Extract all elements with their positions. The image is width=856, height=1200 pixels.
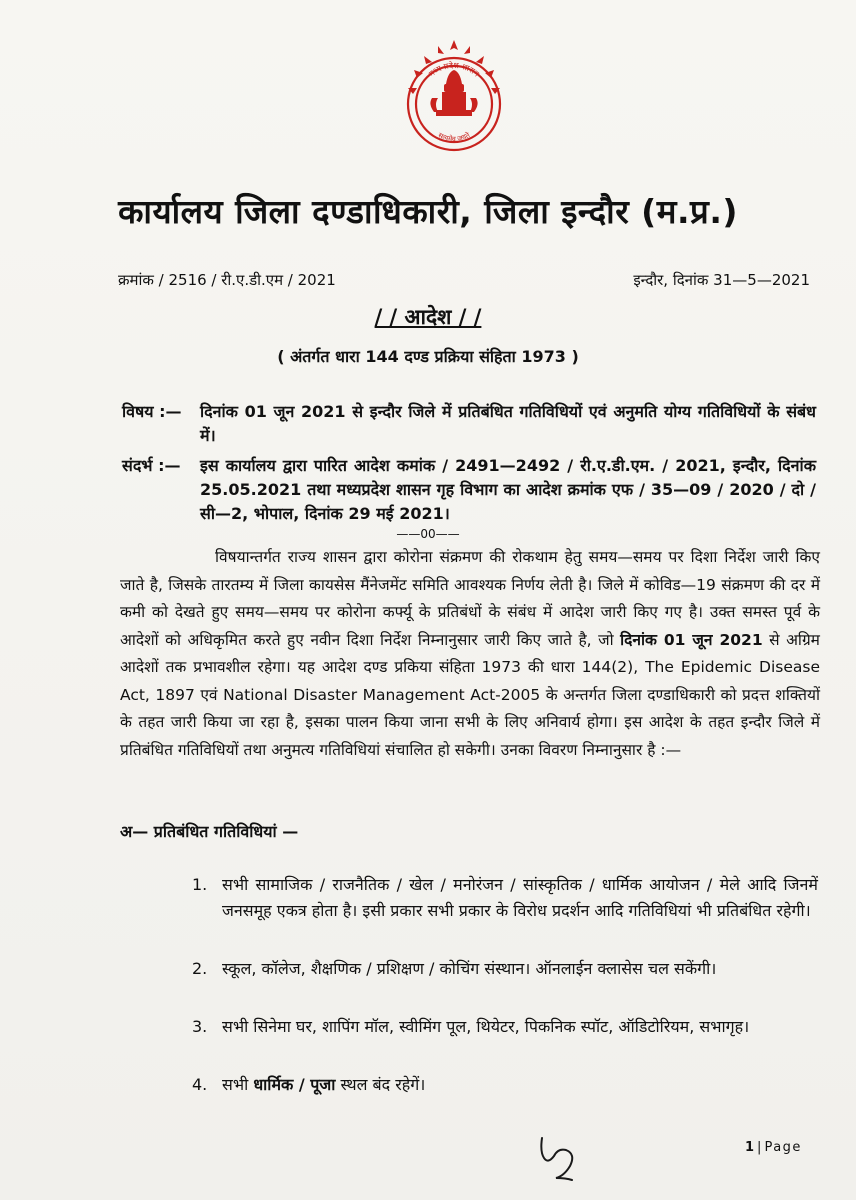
list-item-number: 3.: [192, 1017, 208, 1036]
reference-text: इस कार्यालय द्वारा पारित आदेश कमांक / 2491—2492 / री.ए.डी.एम. / 2021, इन्दौर, दिनांक 25.05.2021 तथा मध्यप्रदेश शासन गृह विभाग का आदेश क्रमांक एफ / 35—09 / 2020 / दो / सी—2, भोपाल, दिनांक 29 मई 2021।: [200, 456, 816, 523]
body-text-part-2: से अग्रिम आदेशों तक प्रभावशील रहेगा। यह आदेश दण्ड प्रकिया संहिता 1973 की धारा 144(2), The Epidemic Disease Act, 1897 एवं National Disaster Management Act-2005 के अन्तर्गत जिला दण्डाधिकारी को प्रदत्त शक्तियों के तहत जारी किया जा रहा है, इसका पालन किया जाना सभी के लिए अनिवार्य होगा। इस आदेश के तहत इन्दौर जिले में प्रतिबंधित गतिविधियों तथा अनुमत्य गतिविधियां संचालित हो सकेगी। उनका विवरण निम्नानुसार है :—: [120, 630, 820, 759]
section-divider: ——00——: [396, 527, 460, 541]
list-item-text: सभी सामाजिक / राजनैतिक / खेल / मनोरंजन / सांस्कृतिक / धार्मिक आयोजन / मेले आदि जिनमें जनसमूह एकत्र होता है। इसी प्रकार सभी प्रकार के विरोध प्रदर्शन आदि गतिविधियां भी प्रतिबंधित रहेगी।: [222, 875, 818, 920]
svg-text:मध्य प्रदेश शासन: मध्य प्रदेश शासन: [427, 60, 481, 79]
body-paragraph: [120, 544, 820, 764]
restricted-activities-heading: अ— प्रतिबंधित गतिविधियां —: [120, 822, 299, 841]
subject-text: दिनांक 01 जून 2021 से इन्दौर जिले में प्रतिबंधित गतिविधियों एवं अनुमति योग्य गतिविधियों के संबंध में।: [200, 402, 816, 445]
list-item-bold-text: धार्मिक / पूजा: [253, 1075, 336, 1094]
list-item-text: स्कूल, कॉलेज, शैक्षणिक / प्रशिक्षण / कोचिंग संस्थान। ऑनलाईन क्लासेस चल सकेंगी।: [222, 959, 717, 978]
order-title: / / आदेश / /: [374, 305, 482, 329]
reference-number: क्रमांक / 2516 / री.ए.डी.एम / 2021: [118, 271, 336, 289]
svg-text:सत्यमेव जयते: सत्यमेव जयते: [436, 131, 472, 144]
section-reference: ( अंतर्गत धारा 144 दण्ड प्रक्रिया संहिता 1973 ): [277, 347, 579, 366]
subject-label: विषय :—: [122, 402, 182, 421]
office-title: कार्यालय जिला दण्डाधिकारी, जिला इन्दौर (म.प्र.): [118, 192, 738, 231]
list-item-text: सभी धार्मिक / पूजा स्थल बंद रहेगें।: [222, 1075, 426, 1094]
place-date: इन्दौर, दिनांक 31—5—2021: [633, 271, 810, 289]
body-bold-date: दिनांक 01 जून 2021: [620, 630, 763, 649]
page-number: 1 | Page: [745, 1140, 802, 1155]
handwritten-initial-icon: [536, 1128, 586, 1184]
list-item-text: सभी सिनेमा घर, शापिंग मॉल, स्वीमिंग पूल, थियेटर, पिकनिक स्पॉट, ऑडिटोरियम, सभागृह।: [222, 1017, 750, 1036]
body-text-part-1: विषयान्तर्गत राज्य शासन द्वारा कोरोना संक्रमण की रोकथाम हेतु समय—समय पर दिशा निर्देश जारी किए जाते है, जिसके तारतम्य में जिला कायसेस मैंनेजमेंट समिति आवश्यक निर्णय लेती है। जिले में कोविड—19 संक्रमण की दर में कमी को देखते हुए समय—समय पर कोरोना कर्फ्यू के प्रतिबंधों के संबंध में आदेश जारी किए गए है। उक्त समस्त पूर्व के आदेशों को अधिकृमित करते हुए नवीन दिशा निर्देश निम्नानुसार जारी किए जाते है, जो: [120, 548, 820, 649]
list-item-number: 1.: [192, 875, 208, 894]
state-emblem-seal-icon: [398, 38, 510, 166]
list-item-number: 2.: [192, 959, 208, 978]
reference-label: संदर्भ :—: [122, 456, 181, 475]
list-item-number: 4.: [192, 1075, 208, 1094]
